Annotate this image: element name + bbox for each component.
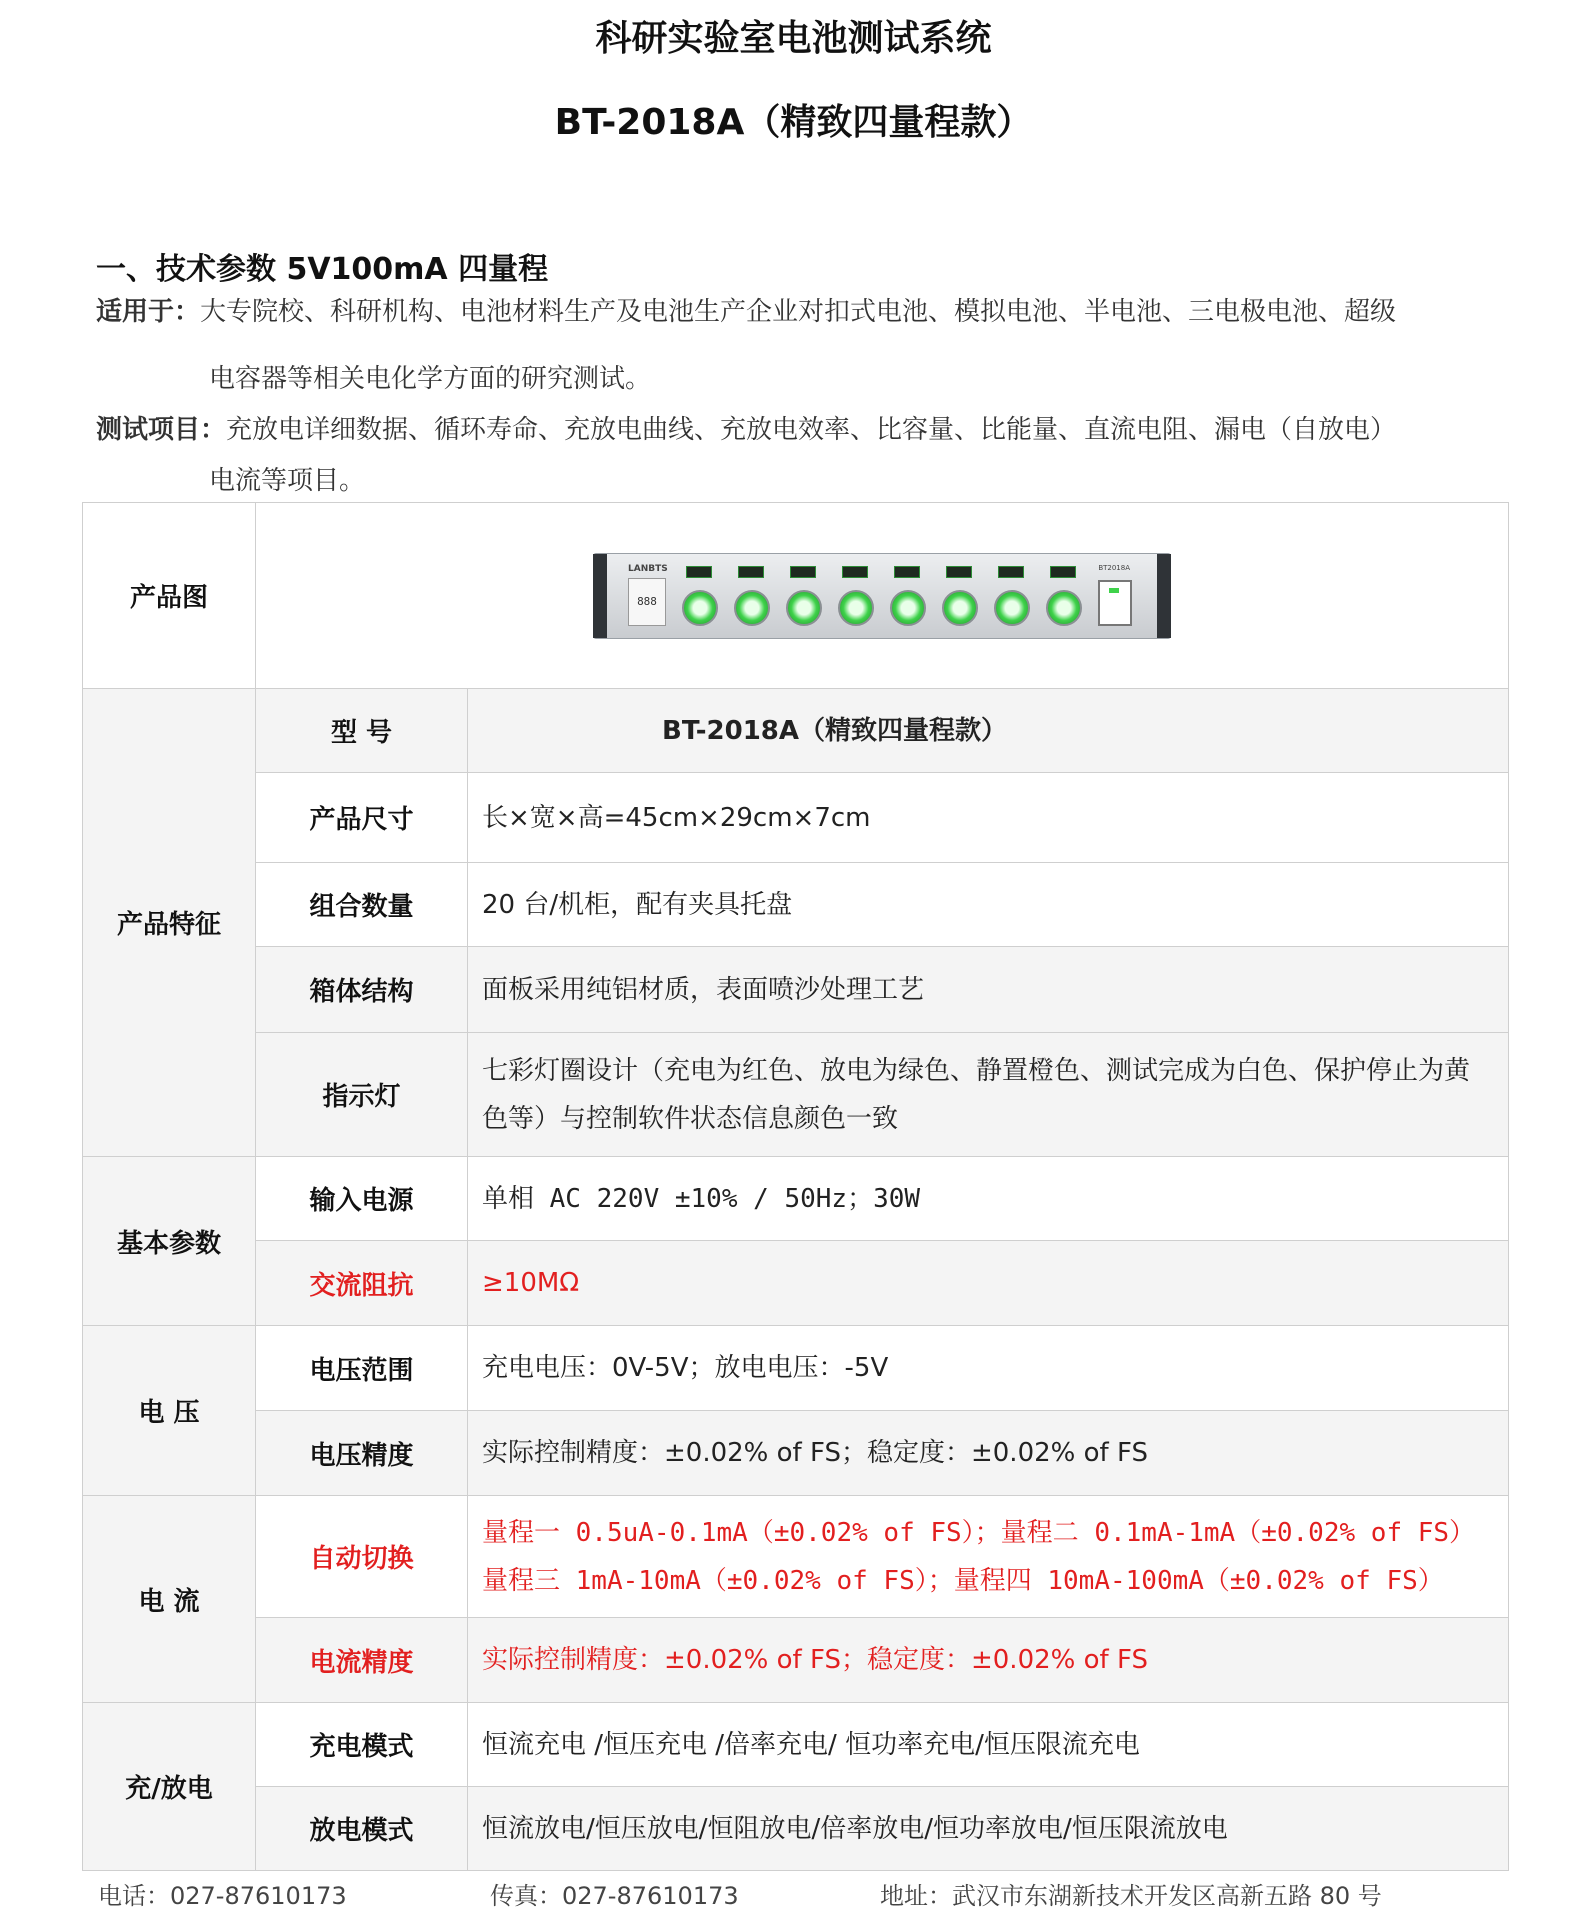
- applicable-label: 适用于：: [96, 297, 201, 327]
- test-items-paragraph: [96, 410, 1396, 450]
- channel-led-3: [790, 566, 816, 578]
- channel-port-1: [682, 590, 718, 626]
- row-label: 产品尺寸: [256, 773, 468, 863]
- channel-led-7: [998, 566, 1024, 578]
- product-image-cell: [256, 503, 1509, 689]
- row-label: 电流精度: [256, 1618, 468, 1703]
- table-row: [83, 1411, 1509, 1496]
- group-charge: 充/放电: [83, 1703, 256, 1871]
- spec-table: [82, 502, 1509, 1871]
- applicable-paragraph: [96, 292, 1396, 332]
- table-row: [83, 863, 1509, 947]
- channel-port-4: [838, 590, 874, 626]
- row-label: 放电模式: [256, 1787, 468, 1871]
- row-value: 恒流放电/恒压放电/恒阻放电/倍率放电/恒功率放电/恒压限流放电: [468, 1787, 1509, 1871]
- row-label: 电压范围: [256, 1326, 468, 1411]
- power-switch: [1098, 580, 1132, 626]
- table-row: [83, 1496, 1509, 1618]
- row-value: 实际控制精度：±0.02% of FS；稳定度：±0.02% of FS: [468, 1618, 1509, 1703]
- row-value: 七彩灯圈设计（充电为红色、放电为绿色、静置橙色、测试完成为白色、保护停止为黄色等）与控制软件状态信息颜色一致: [468, 1033, 1509, 1157]
- channel-led-8: [1050, 566, 1076, 578]
- row-value: ≥10MΩ: [468, 1241, 1509, 1326]
- table-row: [83, 947, 1509, 1033]
- row-value: 长×宽×高=45cm×29cm×7cm: [468, 773, 1509, 863]
- table-row: [83, 773, 1509, 863]
- group-basic: 基本参数: [83, 1157, 256, 1326]
- row-label: 充电模式: [256, 1703, 468, 1787]
- row-value: 充电电压：0V-5V；放电电压：-5V: [468, 1326, 1509, 1411]
- footer-address: 地址：武汉市东湖新技术开发区高新五路 80 号: [880, 1882, 1382, 1910]
- channel-port-2: [734, 590, 770, 626]
- applicable-text-cont: 电容器等相关电化学方面的研究测试。: [209, 364, 652, 394]
- device-lcd: 888: [628, 578, 666, 626]
- channel-led-6: [946, 566, 972, 578]
- row-value: 恒流充电 /恒压充电 /倍率充电/ 恒功率充电/恒压限流充电: [468, 1703, 1509, 1787]
- channel-port-5: [890, 590, 926, 626]
- row-value: [468, 1496, 1509, 1618]
- test-items-label: 测试项目：: [96, 415, 227, 445]
- table-row: [83, 1033, 1509, 1157]
- channel-led-2: [738, 566, 764, 578]
- channel-led-4: [842, 566, 868, 578]
- table-row: [83, 1703, 1509, 1787]
- row-label: 输入电源: [256, 1157, 468, 1241]
- product-image-label: 产品图: [83, 503, 256, 689]
- device-model: BT2018A: [1098, 563, 1130, 572]
- footer-phone: 电话：027-87610173: [98, 1882, 347, 1910]
- device-image: [593, 553, 1171, 639]
- table-row: [83, 1618, 1509, 1703]
- test-items-text: 充放电详细数据、循环寿命、充放电曲线、充放电效率、比容量、比能量、直流电阻、漏电（自放电）: [226, 415, 1397, 445]
- row-value: 20 台/机柜，配有夹具托盘: [468, 863, 1509, 947]
- row-label: 交流阻抗: [256, 1241, 468, 1326]
- row-label: 组合数量: [256, 863, 468, 947]
- row-value: BT-2018A（精致四量程款）: [468, 689, 1509, 773]
- row-value: 实际控制精度：±0.02% of FS；稳定度：±0.02% of FS: [468, 1411, 1509, 1496]
- table-row: [83, 1157, 1509, 1241]
- row-label: 自动切换: [256, 1496, 468, 1618]
- applicable-text: 大专院校、科研机构、电池材料生产及电池生产企业对扣式电池、模拟电池、半电池、三电极电池、超级: [200, 297, 1397, 327]
- group-voltage: 电 压: [83, 1326, 256, 1496]
- row-value: 面板采用纯铝材质，表面喷沙处理工艺: [468, 947, 1509, 1033]
- channel-led-5: [894, 566, 920, 578]
- current-range-line-1: 量程一 0.5uA-0.1mA（±0.02% of FS）；量程二 0.1mA-1mA（±0.02% of FS）: [482, 1517, 1476, 1548]
- table-row: [83, 1326, 1509, 1411]
- group-current: 电 流: [83, 1496, 256, 1703]
- page-subtitle: BT-2018A（精致四量程款）: [554, 102, 1033, 143]
- row-label: 指示灯: [256, 1033, 468, 1157]
- channel-port-7: [994, 590, 1030, 626]
- channel-port-8: [1046, 590, 1082, 626]
- test-items-text-cont: 电流等项目。: [209, 466, 366, 496]
- page-title: 科研实验室电池测试系统: [595, 18, 992, 59]
- footer-fax: 传真：027-87610173: [490, 1882, 739, 1910]
- row-value: 单相 AC 220V ±10% / 50Hz；30W: [468, 1157, 1509, 1241]
- group-features: 产品特征: [83, 689, 256, 1157]
- device-brand: LANBTS: [628, 563, 668, 574]
- row-label: 型 号: [256, 689, 468, 773]
- current-range-line-2: 量程三 1mA-10mA（±0.02% of FS）；量程四 10mA-100mA（±0.02% of FS）: [482, 1565, 1444, 1596]
- channel-port-6: [942, 590, 978, 626]
- product-image-row: [83, 503, 1509, 689]
- channel-port-3: [786, 590, 822, 626]
- section-heading: 一、技术参数 5V100mA 四量程: [96, 252, 549, 287]
- table-row: [83, 1241, 1509, 1326]
- row-label: 箱体结构: [256, 947, 468, 1033]
- channel-led-1: [686, 566, 712, 578]
- table-row: [83, 689, 1509, 773]
- table-row: [83, 1787, 1509, 1871]
- row-label: 电压精度: [256, 1411, 468, 1496]
